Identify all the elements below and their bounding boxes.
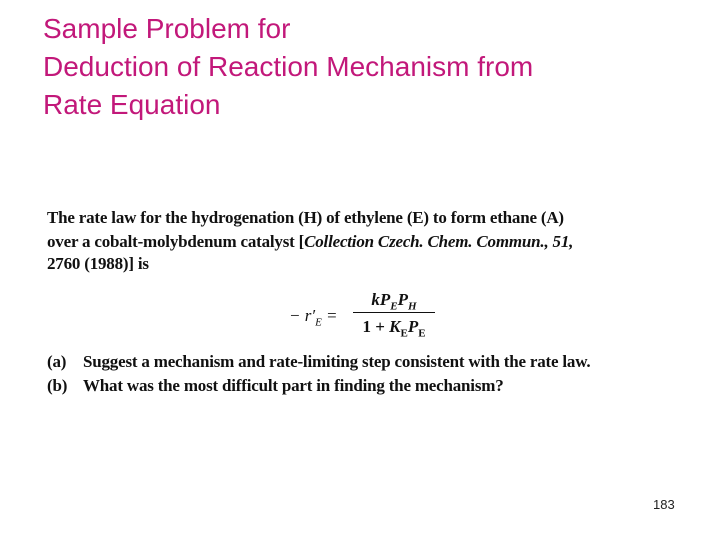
equation-denominator: $1 + K_EP_E$ bbox=[362, 317, 426, 340]
equation-lhs: − $r'_E$ = bbox=[289, 306, 338, 329]
question-a bbox=[47, 352, 590, 372]
equation-fraction bbox=[353, 288, 435, 339]
problem-line-2-text: over a cobalt-molybdenum catalyst [ bbox=[47, 232, 305, 251]
slide-title bbox=[43, 10, 683, 124]
slide-title-line-3: Rate Equation bbox=[43, 89, 221, 120]
page-number: 183 bbox=[653, 497, 675, 512]
problem-line-1: The rate law for the hydrogenation (H) of ethylene (E) to form ethane (A) bbox=[47, 208, 564, 227]
question-a-label: (a) bbox=[47, 352, 67, 371]
problem-line-3: 2760 (1988)] is bbox=[47, 254, 149, 273]
question-b bbox=[47, 376, 504, 396]
slide-title-line-2: Deduction of Reaction Mechanism from bbox=[43, 51, 534, 82]
question-b-label: (b) bbox=[47, 376, 68, 395]
equation-numerator: $kP_EP_H$ bbox=[371, 290, 417, 313]
slide-title-line-1: Sample Problem for bbox=[43, 13, 291, 44]
problem-line-2 bbox=[47, 232, 573, 252]
question-b-text: What was the most difficult part in finding the mechanism? bbox=[83, 376, 504, 395]
rate-law-equation bbox=[289, 288, 449, 348]
citation-journal: Collection Czech. Chem. Commun., 51, bbox=[304, 232, 574, 251]
question-a-text: Suggest a mechanism and rate-limiting step consistent with the rate law. bbox=[83, 352, 591, 371]
problem-statement-image bbox=[43, 196, 683, 406]
